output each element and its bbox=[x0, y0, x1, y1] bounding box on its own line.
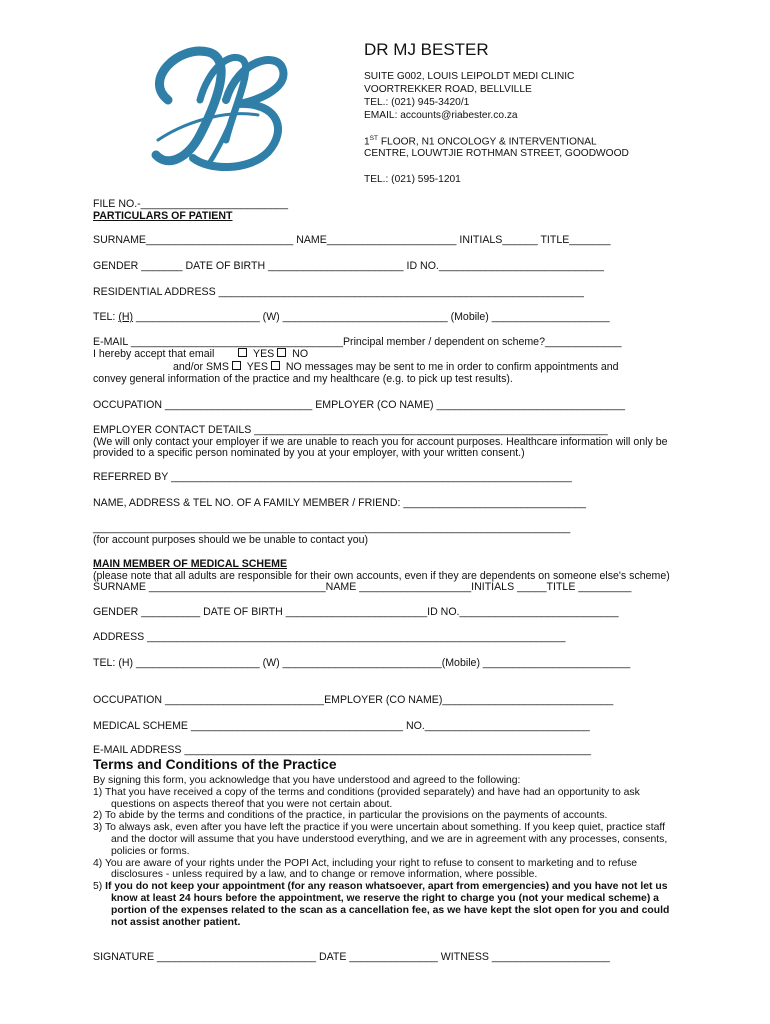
terms-item-5-number: 5) bbox=[93, 881, 106, 893]
terms-item-2: 2) To abide by the terms and conditions of the practice, in particular the provisions on the payments of accounts. bbox=[93, 810, 608, 822]
floor-number: 1 bbox=[364, 136, 370, 148]
file-no[interactable]: FILE NO.-_________________________ bbox=[93, 198, 288, 210]
email-no-label: NO bbox=[292, 348, 309, 360]
email-consent-label: I hereby accept that email bbox=[93, 348, 215, 360]
employer-note-2: provided to a specific person nominated by you at your employer, with your written consent.) bbox=[93, 447, 525, 459]
terms-intro: By signing this form, you acknowledge that you have understood and agreed to the following: bbox=[93, 775, 521, 786]
main-member-name-line[interactable]: SURNAME ______________________________NAME ___________________INITIALS _____TITLE _________ bbox=[93, 581, 632, 593]
tel-line-1: TEL.: (021) 945-3420/1 bbox=[364, 97, 470, 108]
medical-scheme-line[interactable]: MEDICAL SCHEME ____________________________________ NO.____________________________ bbox=[93, 720, 590, 732]
main-member-email-line[interactable]: E-MAIL ADDRESS _____________________________________________________________________ bbox=[93, 744, 591, 756]
floor-rest: FLOOR, N1 ONCOLOGY & INTERVENTIONAL bbox=[377, 136, 597, 148]
employer-contact-line[interactable]: EMPLOYER CONTACT DETAILS ____________________________________________________________ bbox=[93, 424, 608, 436]
consent-description: convey general information of the practice and my healthcare (e.g. to pick up test results). bbox=[93, 373, 513, 385]
patient-tel-line[interactable] bbox=[93, 311, 610, 323]
floor-line bbox=[364, 132, 597, 148]
employer-note-1: (We will only contact your employer if we are unable to reach you for account purposes. Healthcare information will only be bbox=[93, 436, 668, 448]
terms-heading: Terms and Conditions of the Practice bbox=[93, 757, 337, 772]
tel-fields: _____________________ (W) ____________________________ (Mobile) ____________________ bbox=[133, 311, 610, 323]
sms-yes-checkbox[interactable] bbox=[232, 361, 241, 370]
email-consent-line bbox=[93, 348, 308, 360]
email-yes-label: YES bbox=[253, 348, 275, 360]
section-patient-heading: PARTICULARS OF PATIENT bbox=[93, 210, 233, 222]
tel-label: TEL: bbox=[93, 311, 119, 323]
terms-item-1: 1) That you have received a copy of the terms and conditions (provided separately) and have had an opportunity to ask questions on aspects thereof that you were not certain about. bbox=[93, 786, 640, 810]
sms-no-checkbox[interactable] bbox=[271, 361, 280, 370]
email-yes-checkbox[interactable] bbox=[238, 348, 247, 357]
family-member-note: (for account purposes should we be unable to contact you) bbox=[93, 534, 369, 546]
main-member-occupation-line[interactable]: OCCUPATION ___________________________EMPLOYER (CO NAME)_____________________________ bbox=[93, 694, 614, 706]
patient-name-line[interactable]: SURNAME_________________________ NAME______________________ INITIALS______ TITLE_______ bbox=[93, 234, 611, 246]
sms-no-label: NO messages may be sent to me in order to confirm appointments and bbox=[285, 361, 619, 373]
address-line-3: CENTRE, LOUWTJIE ROTHMAN STREET, GOODWOOD bbox=[364, 148, 629, 159]
family-member-blank-line[interactable]: _________________________________________________________________________________ bbox=[93, 522, 571, 534]
terms-item-5 bbox=[93, 881, 679, 928]
main-member-tel-line[interactable]: TEL: (H) _____________________ (W) ___________________________(Mobile) _________________________ bbox=[93, 657, 631, 669]
patient-address-line[interactable]: RESIDENTIAL ADDRESS ______________________________________________________________ bbox=[93, 286, 584, 298]
sms-yes-label: YES bbox=[246, 361, 268, 373]
floor-superscript: ST bbox=[369, 135, 378, 142]
terms-body bbox=[93, 775, 679, 928]
section-main-member-heading: MAIN MEMBER OF MEDICAL SCHEME bbox=[93, 558, 288, 570]
email-no-checkbox[interactable] bbox=[277, 348, 286, 357]
practice-name: DR MJ BESTER bbox=[364, 40, 489, 59]
family-member-line[interactable]: NAME, ADDRESS & TEL NO. OF A FAMILY MEMBER / FRIEND: _______________________________ bbox=[93, 497, 587, 509]
mb-monogram-logo bbox=[138, 40, 298, 180]
main-member-gender-line[interactable]: GENDER __________ DATE OF BIRTH ________________________ID NO.___________________________ bbox=[93, 606, 619, 618]
patient-gender-line[interactable]: GENDER _______ DATE OF BIRTH _______________________ ID NO.____________________________ bbox=[93, 260, 604, 272]
signature-line[interactable]: SIGNATURE ___________________________ DATE _______________ WITNESS ____________________ bbox=[93, 951, 610, 963]
address-line-1: SUITE G002, LOUIS LEIPOLDT MEDI CLINIC bbox=[364, 71, 575, 82]
terms-item-3: 3) To always ask, even after you have left the practice if you were uncertain about something. If you keep quiet, practice staff and the doctor will assume that you have understood everything, and we are in agreement with any processes, consents, policies or forms. bbox=[93, 822, 668, 857]
referred-by-line[interactable]: REFERRED BY ____________________________________________________________________ bbox=[93, 471, 572, 483]
main-member-note: (please note that all adults are responsible for their own accounts, even if they are dependents on someone else's scheme) bbox=[93, 570, 670, 582]
main-member-address-line[interactable]: ADDRESS _______________________________________________________________________ bbox=[93, 631, 566, 643]
address-line-2: VOORTREKKER ROAD, BELLVILLE bbox=[364, 84, 532, 95]
patient-occupation-line[interactable]: OCCUPATION _________________________ EMPLOYER (CO NAME) ________________________________ bbox=[93, 399, 626, 411]
tel-line-2: TEL.: (021) 595-1201 bbox=[364, 174, 461, 185]
email-line: EMAIL: accounts@riabester.co.za bbox=[364, 110, 518, 121]
patient-email-line[interactable]: E-MAIL ____________________________________Principal member / dependent on scheme?_____________ bbox=[93, 336, 622, 348]
tel-h-label: (H) bbox=[118, 311, 134, 323]
sms-consent-label: and/or SMS bbox=[173, 361, 229, 373]
terms-item-4: 4) You are aware of your rights under the POPI Act, including your right to refuse to consent to marketing and to refuse disclosures - unless required by a law, and to change or remove information, where possible. bbox=[93, 857, 638, 881]
terms-item-5-text: If you do not keep your appointment (for any reason whatsoever, apart from emergencies) and you have not let us know at least 24 hours before the appointment, we reserve the right to charge you (not your medical scheme) a portion of the expenses related to the scan as a cancellation fee, as we have kept the slot open for you and could not assist another patient. bbox=[105, 881, 670, 928]
sms-consent-line bbox=[173, 361, 619, 373]
